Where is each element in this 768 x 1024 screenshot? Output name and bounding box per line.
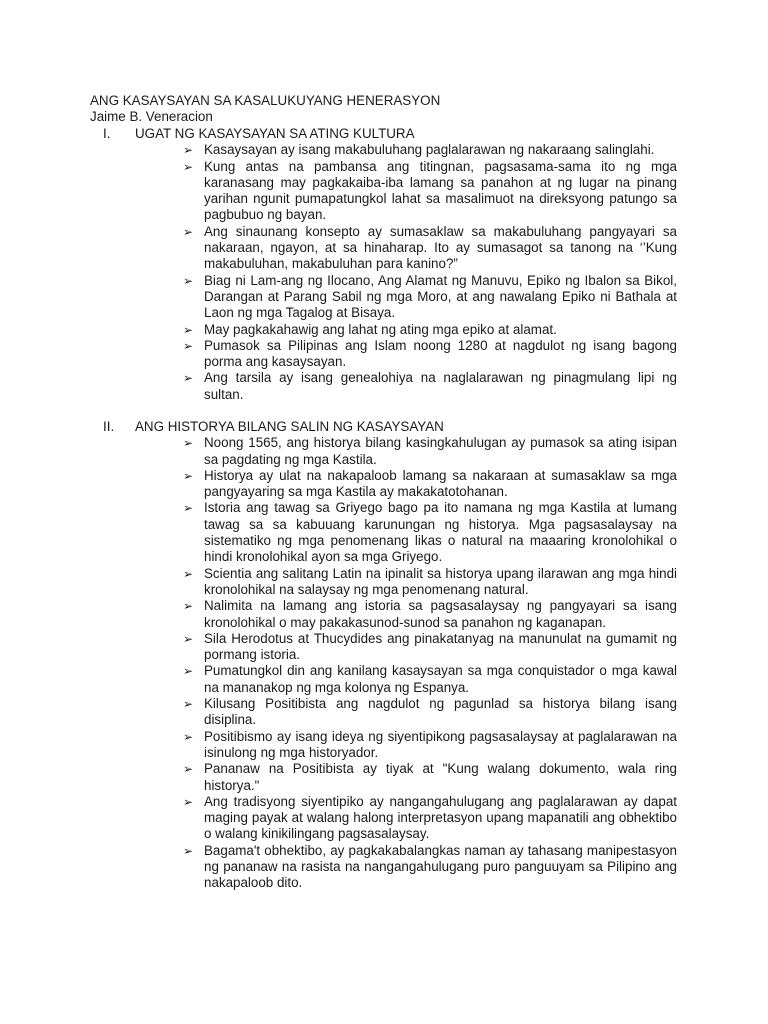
list-item-text: May pagkakahawig ang lahat ng ating mga epiko at alamat. [204,321,557,337]
arrow-bullet-icon: ➢ [183,224,194,239]
bullet-list [0,435,768,891]
list-item [0,142,677,158]
list-item [0,322,677,338]
list-item [0,435,677,468]
list-item-text: Kung antas na pambansa ang titingnan, pagsasama-sama ito ng mga karanasang may pagkakaiba-iba lamang sa panahon at ng lugar na pinang yarihan ngunit pumapatungkol lahat sa masalimuot na direksyong patungo sa pagbubuo ng bayan. [204,158,677,223]
list-item-text: Bagama't obhektibo, ay pagkakabalangkas naman ay tahasang manipestasyon ng pananaw na rasista na nangangahulugang puro panguuyam sa Pilipino ang nakapaloob dito. [204,842,677,891]
bullet-list [0,142,768,403]
section-heading [0,419,768,435]
section-2 [0,419,768,892]
list-item [0,794,677,843]
list-item [0,338,677,371]
list-item-text: Noong 1565, ang historya bilang kasingkahulugan ay pumasok sa ating isipan sa pagdating ng mga Kastila. [204,435,677,467]
section-title: UGAT NG KASAYSAYAN SA ATING KULTURA [135,126,415,141]
list-item-text: Ang tradisyong siyentipiko ay nangangahulugang ang paglalarawan ay dapat maging payak at walang halong interpretasyon upang mapanatili ang obhektibo o walang kinikilingang pagsasalaysay. [204,793,677,842]
list-item-text: Scientia ang salitang Latin na ipinalit sa historya upang ilarawan ang mga hindi kronolohikal na salaysay ng mga penomenang natural. [204,565,677,597]
list-item [0,631,677,664]
arrow-bullet-icon: ➢ [183,729,194,744]
document-title: ANG KASAYSAYAN SA KASALUKUYANG HENERASYON [90,93,441,108]
list-item-text: Pumatungkol din ang kanilang kasaysayan sa mga conquistador o mga kawal na mananakop ng mga kolonya ng Espanya. [204,663,677,695]
arrow-bullet-icon: ➢ [183,697,194,712]
list-item [0,370,677,403]
list-item-text: Kilusang Positibista ang nagdulot ng pagunlad sa historya bilang isang disiplina. [204,696,677,728]
list-item [0,663,677,696]
arrow-bullet-icon: ➢ [183,501,194,516]
arrow-bullet-icon: ➢ [183,664,194,679]
arrow-bullet-icon: ➢ [183,371,194,386]
list-item-text: Pumasok sa Pilipinas ang Islam noong 1280 at nagdulot ng isang bagong porma ang kasaysayan. [204,337,677,370]
section-1 [0,126,768,403]
arrow-bullet-icon: ➢ [183,322,194,337]
arrow-bullet-icon: ➢ [183,762,194,777]
list-item-text: Ang tarsila ay isang genealohiya na naglalarawan ng pinagmulang lipi ng sultan. [204,370,677,402]
list-item-text: Istoria ang tawag sa Griyego bago pa ito namana ng mga Kastila at lumang tawag sa sa kabuuang karunungan ng historya. Mga pagsasalaysay na sistematiko ng mga penomenang likas o natural na maaaring kronolohikal o hindi kronolohikal ayon sa mga Griyego. [204,500,677,565]
list-item-text: Kasaysayan ay isang makabuluhang paglalarawan ng nakaraang salinglahi. [204,142,655,158]
list-item [0,224,677,273]
list-item [0,500,677,565]
list-item-text: Biag ni Lam-ang ng Ilocano, Ang Alamat ng Manuvu, Epiko ng Ibalon sa Bikol, Darangan at Parang Sabil ng mga Moro, at ang nawalang Epiko ni Bathala at Laon ng mga Tagalog at Bisaya. [204,272,677,321]
arrow-bullet-icon: ➢ [183,159,194,174]
list-item-text: Ang sinaunang konsepto ay sumasaklaw sa makabuluhang pangyayari sa nakaraan, ngayon, at sa hinaharap. Ito ay sumasagot sa tanong na ‘’Kung makabuluhan, makabuluhan para kanino?” [204,223,677,272]
list-item [0,761,677,794]
arrow-bullet-icon: ➢ [183,436,194,451]
list-item-text: Sila Herodotus at Thucydides ang pinakatanyag na manunulat na gumamit ng pormang istoria. [204,630,677,663]
list-item-text: Historya ay ulat na nakapaloob lamang sa nakaraan at sumasaklaw sa mga pangyayaring sa mga Kastila ay makakatotohanan. [204,467,677,500]
list-item-text: Nalimita na lamang ang istoria sa pagsasalaysay ng pangyayari sa isang kronolohikal o may pakakasunod-sunod sa panahon ng kaganapan. [204,598,677,630]
arrow-bullet-icon: ➢ [183,631,194,646]
section-numeral: II. [103,419,115,434]
document-author: Jaime B. Veneracion [90,109,213,124]
arrow-bullet-icon: ➢ [183,599,194,614]
arrow-bullet-icon: ➢ [183,273,194,288]
arrow-bullet-icon: ➢ [183,338,194,353]
list-item-text: Pananaw na Positibista ay tiyak at "Kung walang dokumento, wala ring historya." [204,761,677,793]
list-item [0,566,677,599]
section-title: ANG HISTORYA BILANG SALIN NG KASAYSAYAN [135,419,444,434]
arrow-bullet-icon: ➢ [183,566,194,581]
list-item [0,468,677,501]
section-numeral: I. [103,126,111,141]
list-item [0,159,677,224]
list-item [0,273,677,322]
list-item [0,598,677,631]
arrow-bullet-icon: ➢ [183,843,194,858]
arrow-bullet-icon: ➢ [183,794,194,809]
section-heading [0,126,768,142]
list-item [0,729,677,762]
arrow-bullet-icon: ➢ [183,143,194,158]
list-item-text: Positibismo ay isang ideya ng siyentipikong pagsasalaysay at paglalarawan na isinulong ng mga historyador. [204,728,677,760]
arrow-bullet-icon: ➢ [183,468,194,483]
list-item [0,696,677,729]
list-item [0,843,677,892]
